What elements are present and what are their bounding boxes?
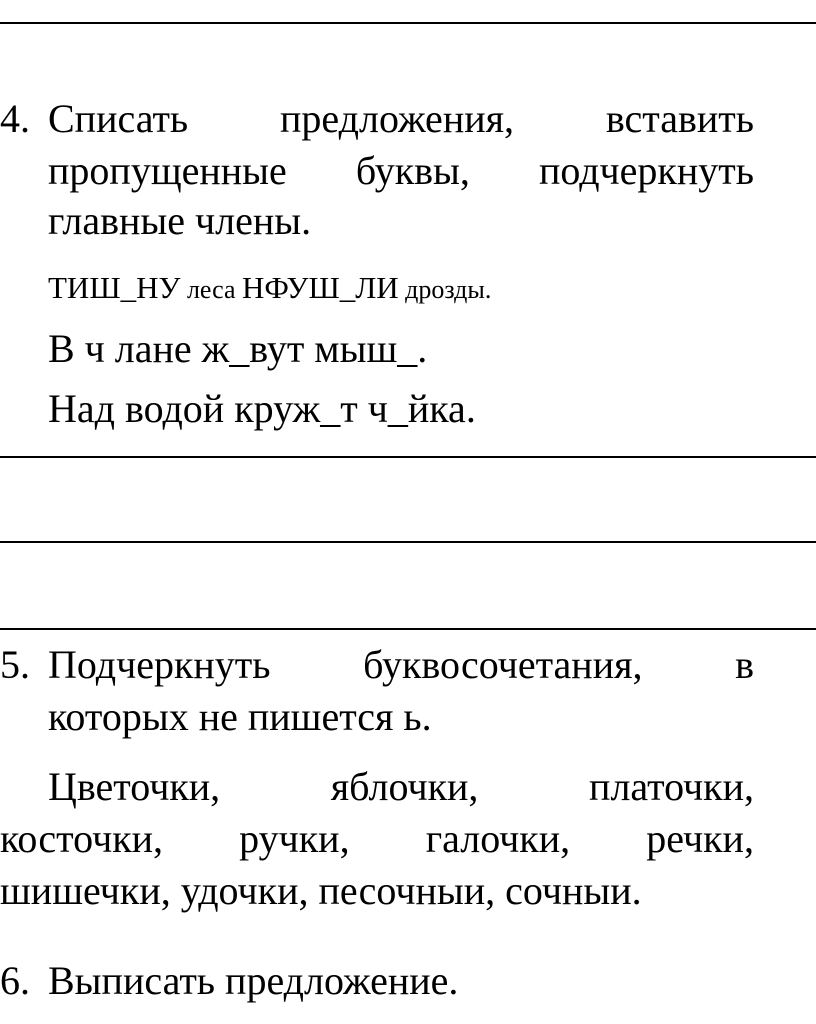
task5-word: в <box>735 642 754 687</box>
answer-rule <box>0 541 816 543</box>
task5-word: яблочки, <box>330 764 479 809</box>
task4-word: подчеркнуть <box>538 148 754 193</box>
task5-words-line3: шишечки, удочки, песочныи, сочныи. <box>0 868 642 913</box>
task6-number: 6. <box>0 958 30 1003</box>
task5-words-line2 <box>0 816 754 862</box>
task5-word: галочки, <box>425 816 571 861</box>
task5-word: речки, <box>646 816 754 861</box>
example-lower: леса <box>180 275 242 304</box>
task4-number: 4. <box>0 96 30 141</box>
task5-word: платочки, <box>589 764 754 809</box>
task4-word: вставить <box>605 96 754 141</box>
example-caps: ТИШ_НУ <box>48 270 181 305</box>
task4-line1 <box>48 96 754 142</box>
answer-rule <box>0 456 816 458</box>
task4-example2: В ч лане ж_вут мыш_. <box>48 326 428 371</box>
task5-word: Подчеркнуть <box>48 642 271 687</box>
task5-line1 <box>48 642 754 688</box>
task5-number: 5. <box>0 642 30 687</box>
task4-word: буквы, <box>355 148 470 193</box>
task4-line2 <box>48 148 754 194</box>
task4-word: Списать <box>48 96 189 141</box>
task5-word: косточки, <box>0 816 164 861</box>
task4-word: пропущенные <box>48 148 287 193</box>
example-caps: НФУШ_ЛИ <box>242 270 399 305</box>
task4-line3: главные члены. <box>48 198 312 243</box>
answer-rule <box>0 628 816 630</box>
task4-word: предложения, <box>280 96 515 141</box>
top-rule <box>0 22 816 24</box>
task4-example1 <box>48 268 491 314</box>
example-lower: дрозды. <box>398 275 492 304</box>
task5-word: Цветочки, <box>48 764 221 809</box>
task5-words-line1 <box>48 764 754 810</box>
task6-line1: Выписать предложение. <box>48 958 459 1003</box>
task5-word: буквосочетания, <box>363 642 643 687</box>
task5-word: ручки, <box>239 816 350 861</box>
task4-example3: Над водой круж_т ч_йка. <box>48 386 476 431</box>
task5-line2: которых не пишется ь. <box>48 694 432 739</box>
